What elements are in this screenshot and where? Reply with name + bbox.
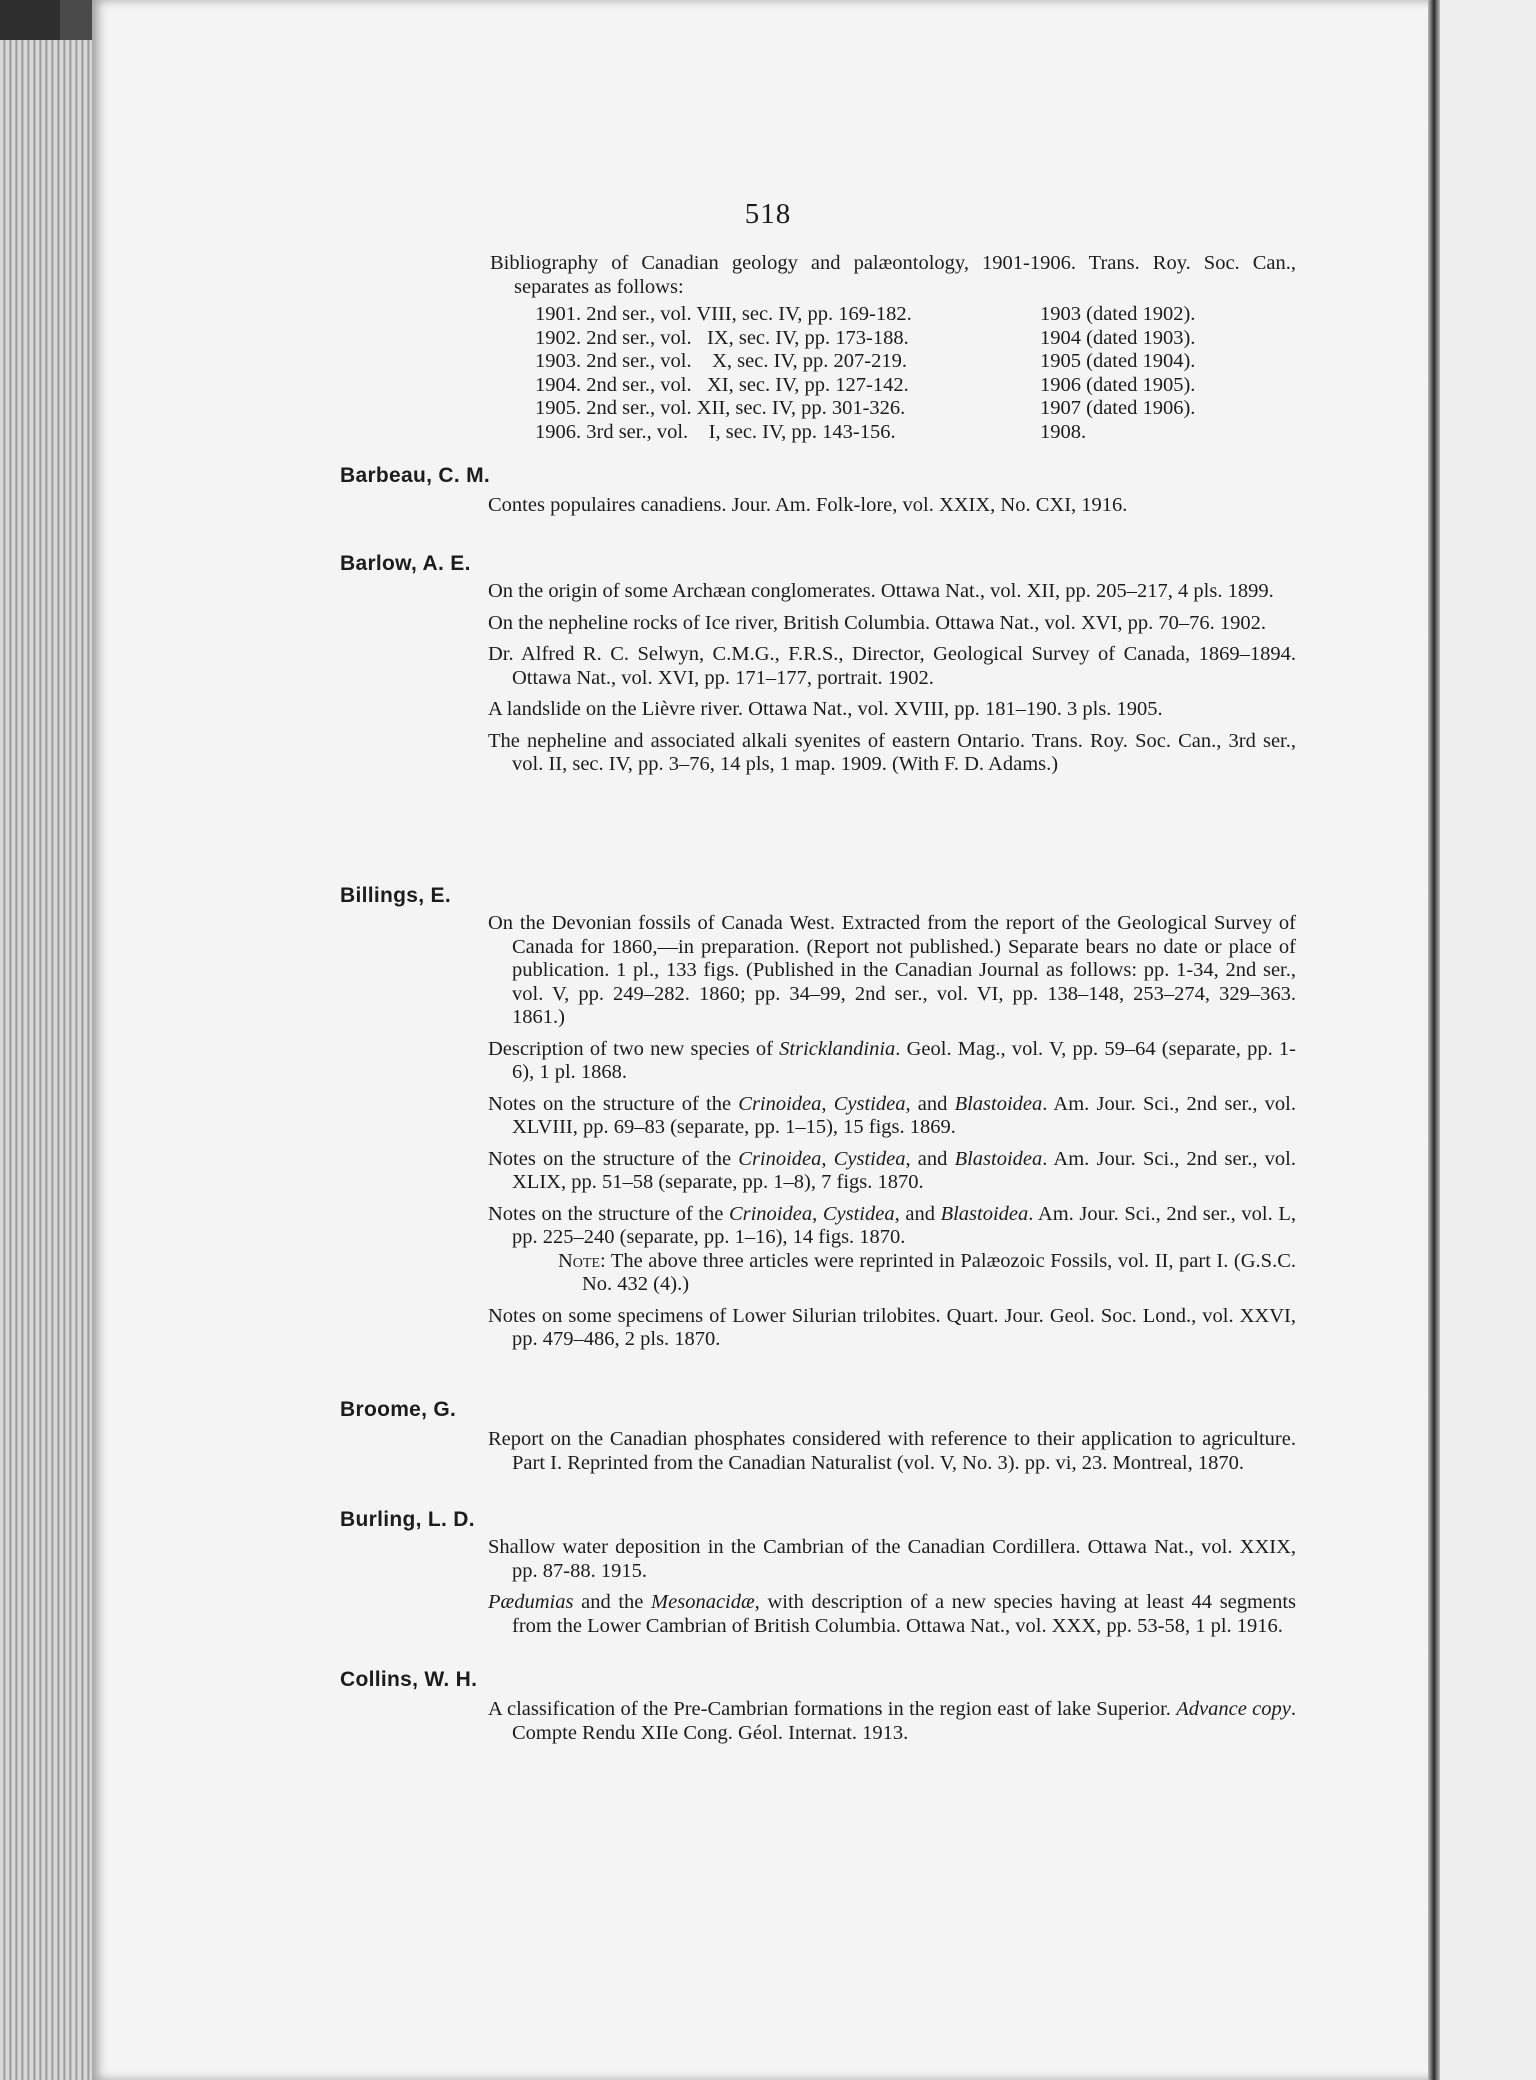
author-heading: Billings, E.	[340, 884, 451, 907]
author-heading: Barbeau, C. M.	[340, 464, 491, 487]
author-entries	[488, 1698, 1296, 1753]
separate-row: 1904. 2nd ser., vol. XI, sec. IV, pp. 127-142. 1906 (dated 1905).	[535, 373, 1196, 396]
bibliography-entry: Notes on the structure of the Crinoidea, Cystidea, and Blastoidea. Am. Jour. Sci., 2nd ser., vol. L, pp. 225–240 (separate, pp. 1–16), 14 figs. 1870.	[488, 1202, 1296, 1248]
author-heading: Burling, L. D.	[340, 1508, 475, 1531]
separates-list	[535, 303, 1296, 444]
separate-row: 1902. 2nd ser., vol. IX, sec. IV, pp. 173-188. 1904 (dated 1903).	[535, 326, 1196, 349]
bibliography-entry: Dr. Alfred R. C. Selwyn, C.M.G., F.R.S., Director, Geological Survey of Canada, 1869–1894. Ottawa Nat., vol. XVI, pp. 171–177, portrait. 1902.	[488, 643, 1296, 689]
note-text: The above three articles were reprinted in Palæozoic Fossils, vol. II, part I. (G.S.C. No. 432 (4).)	[582, 1249, 1296, 1295]
intro-paragraph: Bibliography of Canadian geology and palæontology, 1901-1906. Trans. Roy. Soc. Can., separates as follows:	[490, 252, 1296, 298]
bibliography-entry: Notes on some specimens of Lower Silurian trilobites. Quart. Jour. Geol. Soc. Lond., vol. XXVI, pp. 479–486, 2 pls. 1870.	[488, 1304, 1296, 1350]
page-edges	[0, 40, 95, 2080]
author-entries	[488, 1536, 1296, 1646]
intro-block	[490, 252, 1296, 444]
separate-row: 1901. 2nd ser., vol. VIII, sec. IV, pp. 169-182. 1903 (dated 1902).	[535, 303, 1196, 325]
note	[558, 1250, 1296, 1297]
author-heading: Barlow, A. E.	[340, 552, 471, 575]
bibliography-entry: Report on the Canadian phosphates considered with reference to their application to agriculture. Part I. Reprinted from the Canadian Naturalist (vol. V, No. 3). pp. vi, 23. Montreal, 1870.	[488, 1428, 1296, 1474]
bibliography-entry: On the origin of some Archæan conglomerates. Ottawa Nat., vol. XII, pp. 205–217, 4 pls. 1899.	[488, 580, 1274, 602]
separate-row: 1905. 2nd ser., vol. XII, sec. IV, pp. 301-326. 1907 (dated 1906).	[535, 397, 1196, 419]
facing-page-edge	[1440, 0, 1536, 2080]
author-entries	[488, 1428, 1296, 1483]
bibliography-entry: Contes populaires canadiens. Jour. Am. Folk-lore, vol. XXIX, No. CXI, 1916.	[488, 494, 1128, 516]
bibliography-entry: Notes on the structure of the Crinoidea, Cystidea, and Blastoidea. Am. Jour. Sci., 2nd ser., vol. XLIX, pp. 51–58 (separate, pp. 1–8), 7 figs. 1870.	[488, 1147, 1296, 1193]
author-entries	[488, 912, 1296, 1360]
bibliography-entry: A landslide on the Lièvre river. Ottawa Nat., vol. XVIII, pp. 181–190. 3 pls. 1905.	[488, 698, 1163, 720]
page-number: 518	[744, 198, 792, 230]
bibliography-entry: On the Devonian fossils of Canada West. Extracted from the report of the Geological Survey of Canada for 1860,—in preparation. (Report not published.) Separate bears no date or place of publication. 1 pl., 133 figs. (Published in the Canadian Journal as follows: pp. 1-34, 2nd ser., vol. V, pp. 249–282. 1860; pp. 34–99, 2nd ser., vol. VI, pp. 138–148, 253–274, 329–363. 1861.)	[488, 912, 1296, 1028]
separate-row: 1903. 2nd ser., vol. X, sec. IV, pp. 207-219. 1905 (dated 1904).	[535, 350, 1196, 372]
author-heading: Collins, W. H.	[340, 1668, 478, 1691]
bibliography-entry: A classification of the Pre-Cambrian formations in the region east of lake Superior. Advance copy. Compte Rendu XIIe Cong. Géol. Internat. 1913.	[488, 1698, 1296, 1744]
note-label: Note:	[558, 1249, 606, 1272]
bibliography-entry: Notes on the structure of the Crinoidea, Cystidea, and Blastoidea. Am. Jour. Sci., 2nd ser., vol. XLVIII, pp. 69–83 (separate, pp. 1–15), 15 figs. 1869.	[488, 1092, 1296, 1138]
author-entries	[488, 580, 1296, 785]
book-gutter	[1428, 0, 1440, 2080]
bibliography-entry: Pædumias and the Mesonacidæ, with description of a new species having at least 44 segments from the Lower Cambrian of British Columbia. Ottawa Nat., vol. XXX, pp. 53-58, 1 pl. 1916.	[488, 1591, 1296, 1637]
separate-row: 1906. 3rd ser., vol. I, sec. IV, pp. 143-156. 1908.	[535, 420, 1087, 443]
bibliography-entry: On the nepheline rocks of Ice river, British Columbia. Ottawa Nat., vol. XVI, pp. 70–76. 1902.	[488, 611, 1267, 634]
bibliography-entry: Shallow water deposition in the Cambrian of the Canadian Cordillera. Ottawa Nat., vol. XXIX, pp. 87-88. 1915.	[488, 1536, 1296, 1582]
bibliography-entry: The nepheline and associated alkali syenites of eastern Ontario. Trans. Roy. Soc. Can., 3rd ser., vol. II, sec. IV, pp. 3–76, 14 pls, 1 map. 1909. (With F. D. Adams.)	[488, 729, 1296, 775]
author-entries	[488, 494, 1296, 526]
bibliography-entry: Description of two new species of Stricklandinia. Geol. Mag., vol. V, pp. 59–64 (separate, pp. 1-6), 1 pl. 1868.	[488, 1037, 1296, 1083]
author-heading: Broome, G.	[340, 1398, 457, 1421]
